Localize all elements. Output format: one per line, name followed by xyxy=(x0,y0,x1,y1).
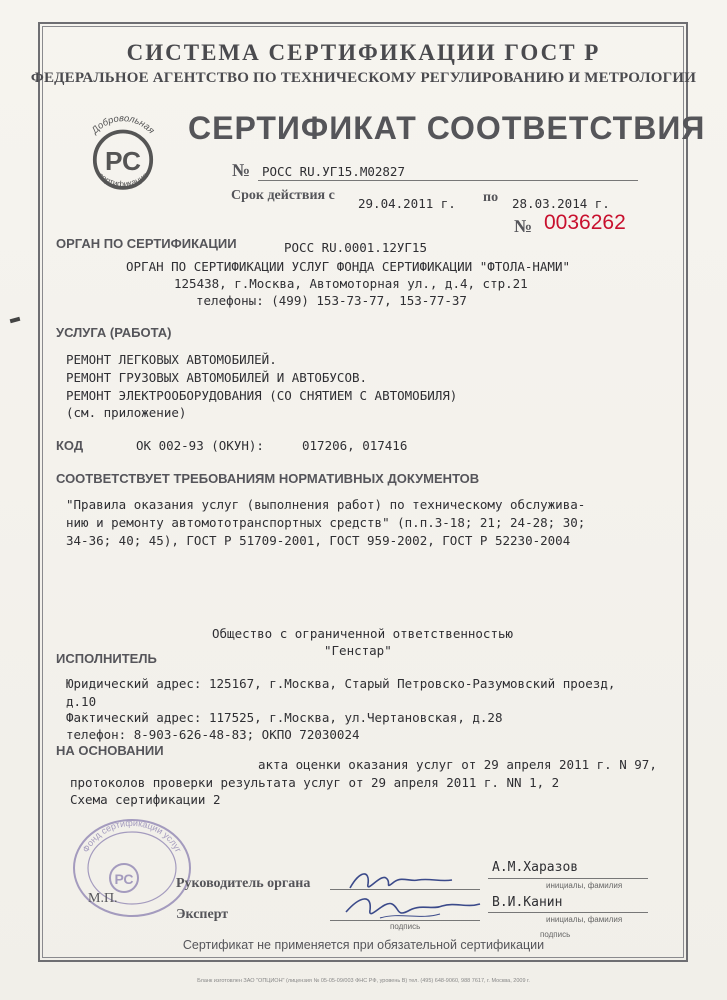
basis-line: протоколов проверки результата услуг от 29 апреля 2011 г. NN 1, 2 xyxy=(70,775,560,790)
bottom-note: Сертификат не применяется при обязательной сертификации xyxy=(182,938,545,952)
executor-line: Юридический адрес: 125167, г.Москва, Старый Петровско-Разумовский проезд, xyxy=(66,676,616,691)
expert-name-line xyxy=(488,912,648,913)
voluntary-certification-logo xyxy=(76,108,170,202)
compliance-line: 34-36; 40; 45), ГОСТ Р 51709-2001, ГОСТ 959-2002, ГОСТ Р 52230-2004 xyxy=(66,533,571,548)
number-label: № xyxy=(232,160,251,180)
agency-header: ФЕДЕРАЛЬНОЕ АГЕНТСТВО ПО ТЕХНИЧЕСКОМУ РЕГУЛИРОВАНИЮ И МЕТРОЛОГИИ xyxy=(30,70,697,86)
certification-body-label: ОРГАН ПО СЕРТИФИКАЦИИ xyxy=(56,236,237,251)
initials-caption: инициалы, фамилия xyxy=(546,915,623,924)
compliance-line: нию и ремонту автомототранспортных средств" (п.п.3-18; 21; 24-28; 30; xyxy=(66,515,586,530)
code-values: 017206, 017416 xyxy=(302,438,408,453)
mp-label: М.П. xyxy=(88,891,118,906)
svg-text:РС: РС xyxy=(105,146,141,177)
certificate-title: СЕРТИФИКАТ СООТВЕТСТВИЯ xyxy=(188,110,706,146)
executor-line: телефон: 8-903-626-48-83; ОКПО 72030024 xyxy=(66,727,360,742)
valid-to: 28.03.2014 г. xyxy=(512,196,610,211)
expert-name: В.И.Канин xyxy=(492,895,563,910)
edge-mark xyxy=(10,317,21,323)
certification-body-address: 125438, г.Москва, Автомоторная ул., д.4, стр.21 xyxy=(174,276,528,291)
executor-org-line1: Общество с ограниченной ответственностью xyxy=(212,626,514,641)
valid-to-label: по xyxy=(483,190,499,205)
initials-caption: инициалы, фамилия xyxy=(546,881,623,890)
valid-from: 29.04.2011 г. xyxy=(358,196,456,211)
certification-body-phones: телефоны: (499) 153-73-77, 153-77-37 xyxy=(196,293,467,308)
certificate-number: РОСС RU.УГ15.М02827 xyxy=(262,164,405,179)
service-line: РЕМОНТ ЭЛЕКТРООБОРУДОВАНИЯ (СО СНЯТИЕМ С АВТОМОБИЛЯ) xyxy=(66,388,458,403)
head-label: Руководитель органа xyxy=(176,876,311,891)
svg-text:Фонд сертификации услуг: Фонд сертификации услуг xyxy=(80,817,184,854)
head-name-line xyxy=(488,878,648,879)
signature-caption: подпись xyxy=(390,922,421,931)
executor-line: д.10 xyxy=(66,694,97,709)
service-label: УСЛУГА (РАБОТА) xyxy=(56,325,172,340)
code-classifier: ОК 002-93 (ОКУН): xyxy=(136,438,264,453)
executor-org-line2: "Генстар" xyxy=(324,643,392,658)
system-header: СИСТЕМА СЕРТИФИКАЦИИ ГОСТ Р xyxy=(126,40,601,65)
svg-text:сертификация: сертификация xyxy=(96,170,150,189)
service-line: РЕМОНТ ГРУЗОВЫХ АВТОМОБИЛЕЙ И АВТОБУСОВ. xyxy=(66,370,368,385)
svg-text:Добровольная: Добровольная xyxy=(88,112,158,136)
handwritten-signatures xyxy=(340,860,490,930)
executor-line: Фактический адрес: 117525, г.Москва, ул.Чертановская, д.28 xyxy=(66,710,503,725)
organization-stamp xyxy=(62,808,202,918)
basis-label: НА ОСНОВАНИИ xyxy=(56,743,164,758)
number-underline xyxy=(258,180,638,181)
code-label: КОД xyxy=(56,438,84,453)
basis-line: Схема сертификации 2 xyxy=(70,792,221,807)
expert-label: Эксперт xyxy=(176,907,229,922)
head-name: А.М.Харазов xyxy=(492,860,579,875)
signature-caption: подпись xyxy=(540,930,571,939)
validity-label: Срок действия с xyxy=(231,188,335,203)
compliance-label: СООТВЕТСТВУЕТ ТРЕБОВАНИЯМ НОРМАТИВНЫХ ДОКУМЕНТОВ xyxy=(56,471,480,486)
blank-number-label: № xyxy=(514,216,533,236)
service-line: (см. приложение) xyxy=(66,405,187,420)
print-footer: Бланк изготовлен ЗАО "ОПЦИОН" (лицензия № 05-05-09/003 ФНС РФ, уровень В) тел. (495) 648-9060, 988 7617, г. Москва, 2009 г. xyxy=(197,978,530,984)
certification-body-code: РОСС RU.0001.12УГ15 xyxy=(284,240,427,255)
executor-label: ИСПОЛНИТЕЛЬ xyxy=(56,651,157,666)
blank-number: 0036262 xyxy=(544,211,626,234)
compliance-line: "Правила оказания услуг (выполнения работ) по техническому обслужива- xyxy=(66,497,586,512)
service-line: РЕМОНТ ЛЕГКОВЫХ АВТОМОБИЛЕЙ. xyxy=(66,352,277,367)
basis-line: акта оценки оказания услуг от 29 апреля 2011 г. N 97, xyxy=(258,757,657,772)
svg-text:РС: РС xyxy=(114,871,134,887)
certification-body-name: ОРГАН ПО СЕРТИФИКАЦИИ УСЛУГ ФОНДА СЕРТИФИКАЦИИ "ФТОЛА-НАМИ" xyxy=(126,259,571,274)
